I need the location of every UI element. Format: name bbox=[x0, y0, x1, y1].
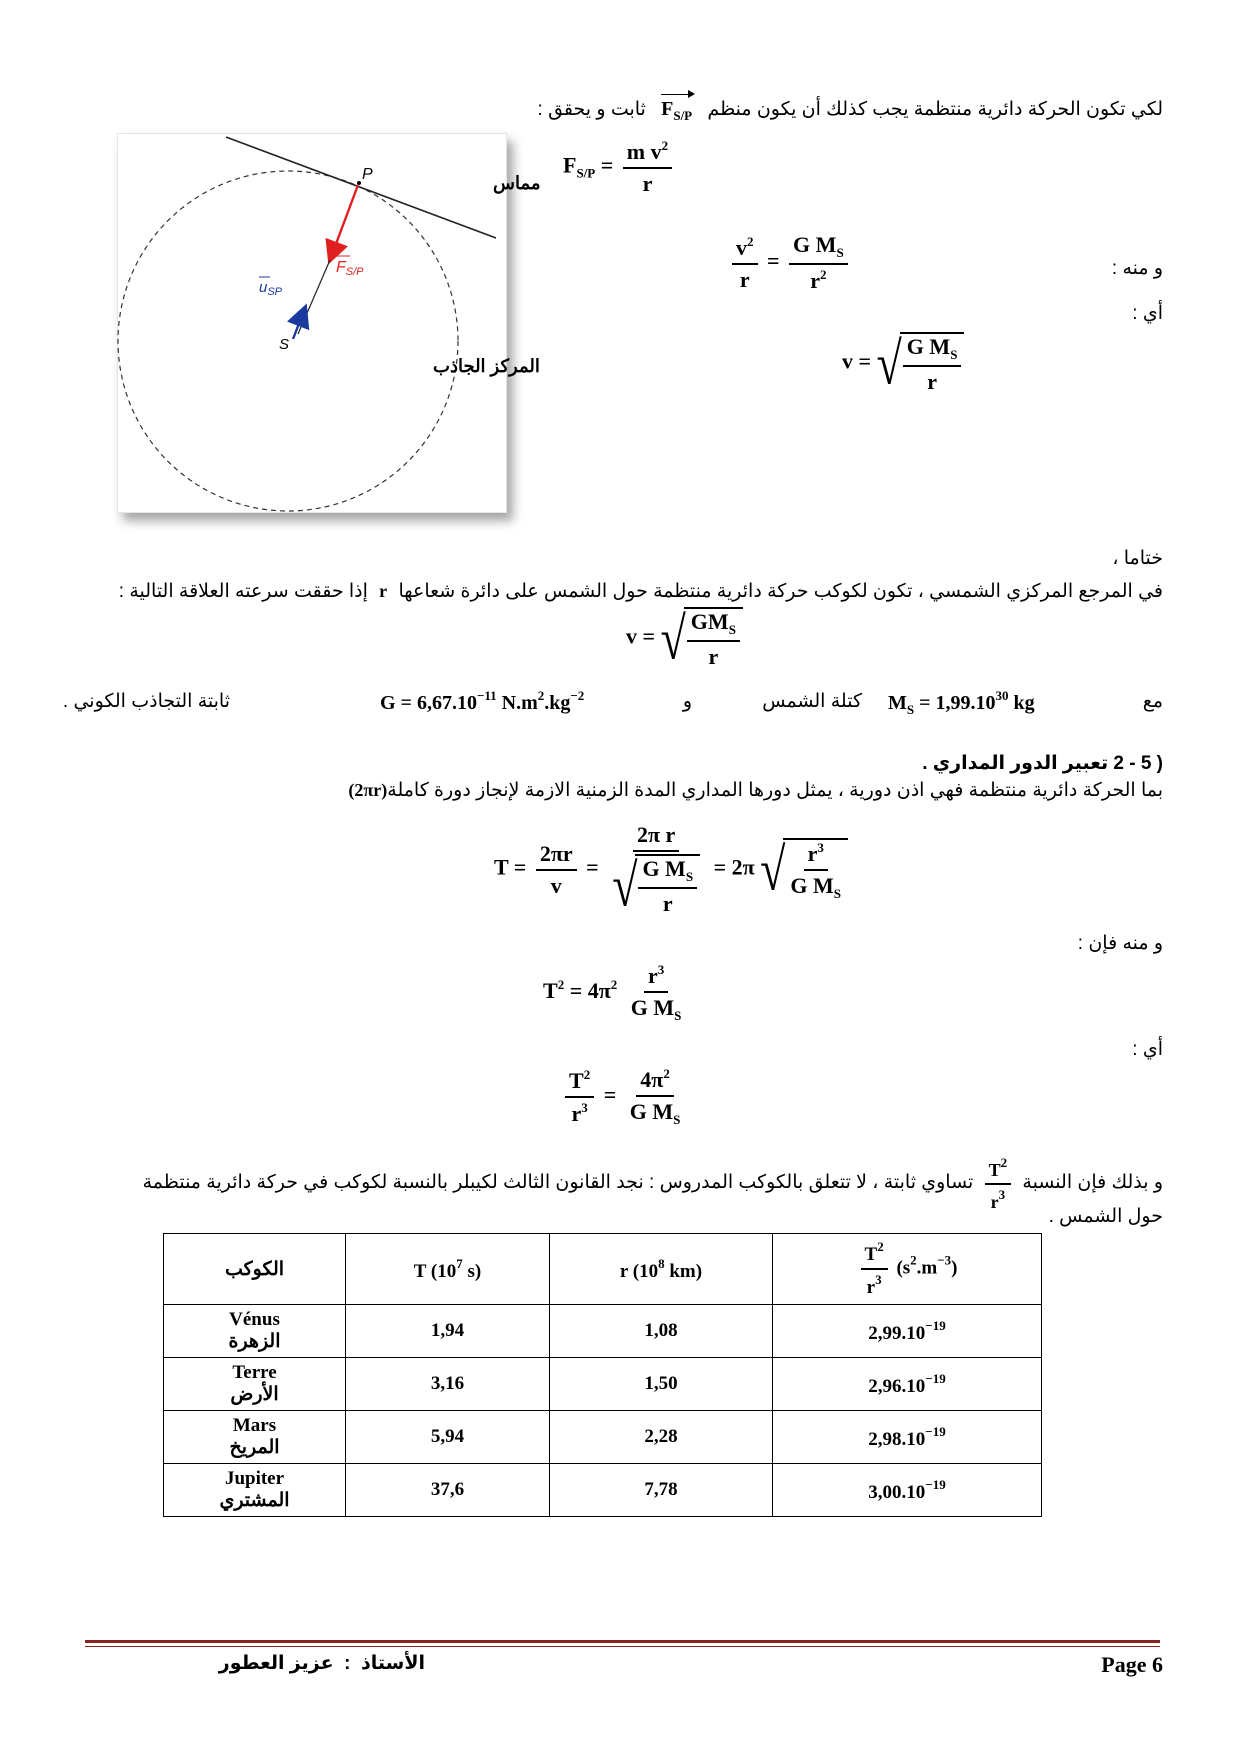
sun-mass-label: كتلة الشمس bbox=[762, 691, 862, 712]
gravitational-constant-value: $G = 6,67.10^{-11}$ $N.m^2.kg^{-2}$ bbox=[380, 688, 585, 714]
label-wa-minhu-fa: و منه فإن : bbox=[1077, 933, 1163, 954]
label-maa: مع bbox=[1142, 691, 1163, 712]
gravitational-constant-label: ثابتة التجاذب الكوني . bbox=[62, 691, 230, 712]
eq-orbital-velocity: v = √ $\frac{G M_S}{r}$ bbox=[842, 332, 964, 395]
kepler-statement-end: حول الشمس . bbox=[1048, 1206, 1163, 1227]
eq-velocity-relation: $\frac{v^2}{r}$ = $\frac{G M_S}{r^2}$ bbox=[728, 232, 852, 294]
section-heading-period: 2 - 5 ) تعبير الدور المداري . bbox=[922, 753, 1163, 774]
point-p-dot bbox=[357, 181, 361, 185]
label-ay: أي : bbox=[1132, 303, 1163, 324]
sun-mass-value: $M_S = 1,99.10^{30}$ kg bbox=[888, 688, 1035, 717]
footer-rule bbox=[85, 1640, 1160, 1643]
planet-cell: Mars المريخ bbox=[164, 1411, 346, 1464]
planet-cell: Terre الأرض bbox=[164, 1358, 346, 1411]
table-header-row bbox=[164, 1234, 1042, 1305]
table-row bbox=[164, 1464, 1042, 1517]
table-row bbox=[164, 1358, 1042, 1411]
teacher-name: الأستاذ : عزيز العطور bbox=[218, 1653, 425, 1674]
orbit-figure bbox=[117, 133, 541, 513]
ratio-cell: $3,00.10^{-19}$ bbox=[773, 1464, 1042, 1517]
force-vector-symbol: $F_{S/P}$ bbox=[661, 98, 693, 123]
kepler-statement: و بذلك فإن النسبة $\frac{T^2}{r^3}$ تساوي ثابتة ، لا تتعلق بالكوكب المدروس : نجد القانون الثالث لكيبلر بالنسبة لكوكب في حركة دائرية منتظمة bbox=[142, 1155, 1163, 1212]
center-label: المركز الجاذب bbox=[433, 356, 540, 376]
eq-period-squared: $T^2 = 4\pi^2$ $\frac{r^3}{G M_S}$ bbox=[543, 962, 682, 1023]
sun-planet-line bbox=[298, 260, 330, 334]
planet-cell: Vénus الزهرة bbox=[164, 1305, 346, 1358]
ratio-cell: $2,96.10^{-19}$ bbox=[773, 1358, 1042, 1411]
table-row bbox=[164, 1411, 1042, 1464]
condition-line: لكي تكون الحركة دائرية منتظمة يجب كذلك أن يكون منظم $F_{S/P}$ ثابت و يحقق : bbox=[537, 98, 1163, 123]
force-arrow bbox=[330, 185, 358, 260]
label-khitaman: ختاما ، bbox=[1112, 548, 1163, 569]
header-planet: الكوكب bbox=[164, 1234, 346, 1305]
tangent-label: مماس bbox=[493, 173, 541, 193]
point-p-label: P bbox=[362, 166, 373, 183]
eq-period: T = $\frac{2\pi r}{v}$ = 2π r √ $\frac{G M_S}{r}$ = 2π √ $\frac{r^3}{G M_S}$ bbox=[494, 822, 848, 917]
force-label: FS/P bbox=[336, 259, 364, 278]
footer-rule-thin bbox=[85, 1646, 1160, 1647]
orbit-diagram bbox=[118, 134, 541, 512]
radius-cell: 1,50 bbox=[550, 1358, 773, 1411]
ratio-cell: $2,99.10^{-19}$ bbox=[773, 1305, 1042, 1358]
unit-vector-arrow bbox=[293, 308, 305, 339]
conclusion-sentence: في المرجع المركزي الشمسي ، تكون لكوكب حركة دائرية منتظمة حول الشمس على دائرة شعاعها r إذا حققت سرعته العلاقة التالية : bbox=[118, 581, 1163, 602]
period-cell: 5,94 bbox=[346, 1411, 550, 1464]
eq-kepler-third-law: $\frac{T^2}{r^3}$ = $\frac{4\pi^2}{G M_S}$ bbox=[561, 1066, 688, 1128]
period-cell: 37,6 bbox=[346, 1464, 550, 1517]
header-ratio: $\frac{T^2}{r^3}$ $(s^2.m^{-3})$ bbox=[773, 1234, 1042, 1305]
period-cell: 3,16 bbox=[346, 1358, 550, 1411]
radius-cell: 1,08 bbox=[550, 1305, 773, 1358]
planets-table bbox=[163, 1233, 1042, 1517]
planet-cell: Jupiter المشتري bbox=[164, 1464, 346, 1517]
label-ay-2: أي : bbox=[1132, 1039, 1163, 1060]
unit-vector-label: $u_{SP}$ bbox=[259, 279, 283, 298]
label-wa: و bbox=[682, 691, 692, 712]
eq-centripetal-force: $F_{S/P}$ = $\frac{m v^2}{r}$ bbox=[563, 138, 676, 197]
page-number: Page 6 bbox=[1101, 1652, 1163, 1677]
eq-conclusion-velocity: v = √ $\frac{GM_S}{r}$ bbox=[626, 607, 743, 670]
ratio-cell: $2,98.10^{-19}$ bbox=[773, 1411, 1042, 1464]
radius-cell: 2,28 bbox=[550, 1411, 773, 1464]
header-period: T ($10^7$ s) bbox=[346, 1234, 550, 1305]
point-s-label: S bbox=[279, 336, 290, 353]
table-row bbox=[164, 1305, 1042, 1358]
radius-cell: 7,78 bbox=[550, 1464, 773, 1517]
period-cell: 1,94 bbox=[346, 1305, 550, 1358]
label-wa-minhu: و منه : bbox=[1111, 258, 1163, 279]
header-radius: r ($10^8$ km) bbox=[550, 1234, 773, 1305]
period-intro: بما الحركة دائرية منتظمة فهي اذن دورية ، يمثل دورها المداري المدة الزمنية الازمة لإنجاز دورة كاملة(2πr) bbox=[348, 780, 1163, 801]
